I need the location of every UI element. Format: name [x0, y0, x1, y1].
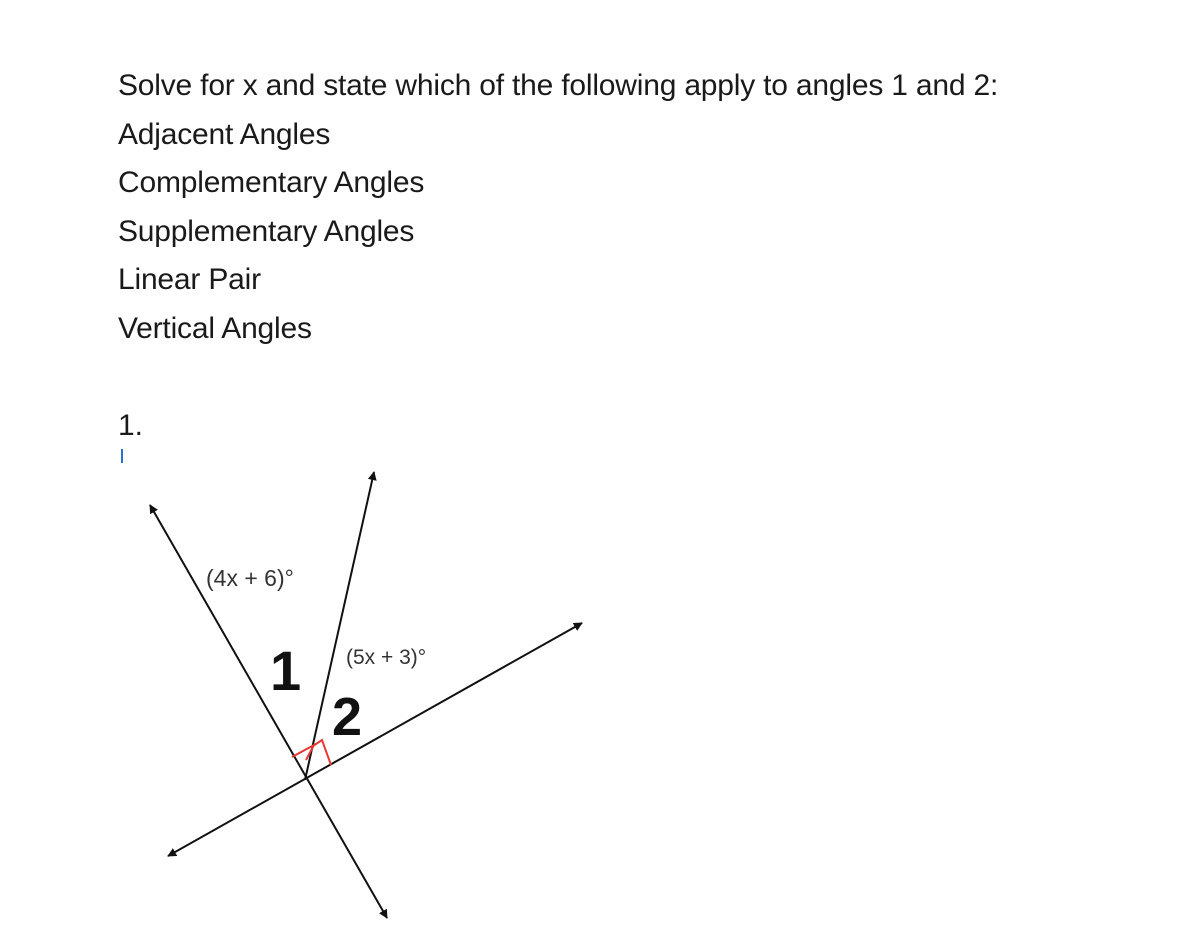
question-prompt: Solve for x and state which of the following apply to angles 1 and 2:	[118, 69, 999, 102]
angle1-expression: (4x + 6)°	[206, 565, 294, 591]
angle2-label: 2	[332, 687, 363, 747]
problem-number: 1.	[118, 409, 144, 442]
angle2-expression: (5x + 3)°	[346, 646, 427, 669]
right-angle-marker-2	[313, 740, 331, 765]
option-linear-pair: Linear Pair	[118, 263, 261, 296]
angle1-label: 1	[270, 639, 302, 702]
option-vertical-angles: Vertical Angles	[118, 311, 312, 345]
option-complementary-angles: Complementary Angles	[118, 166, 425, 199]
option-adjacent-angles: Adjacent Angles	[118, 117, 331, 151]
option-supplementary-angles: Supplementary Angles	[118, 214, 415, 248]
